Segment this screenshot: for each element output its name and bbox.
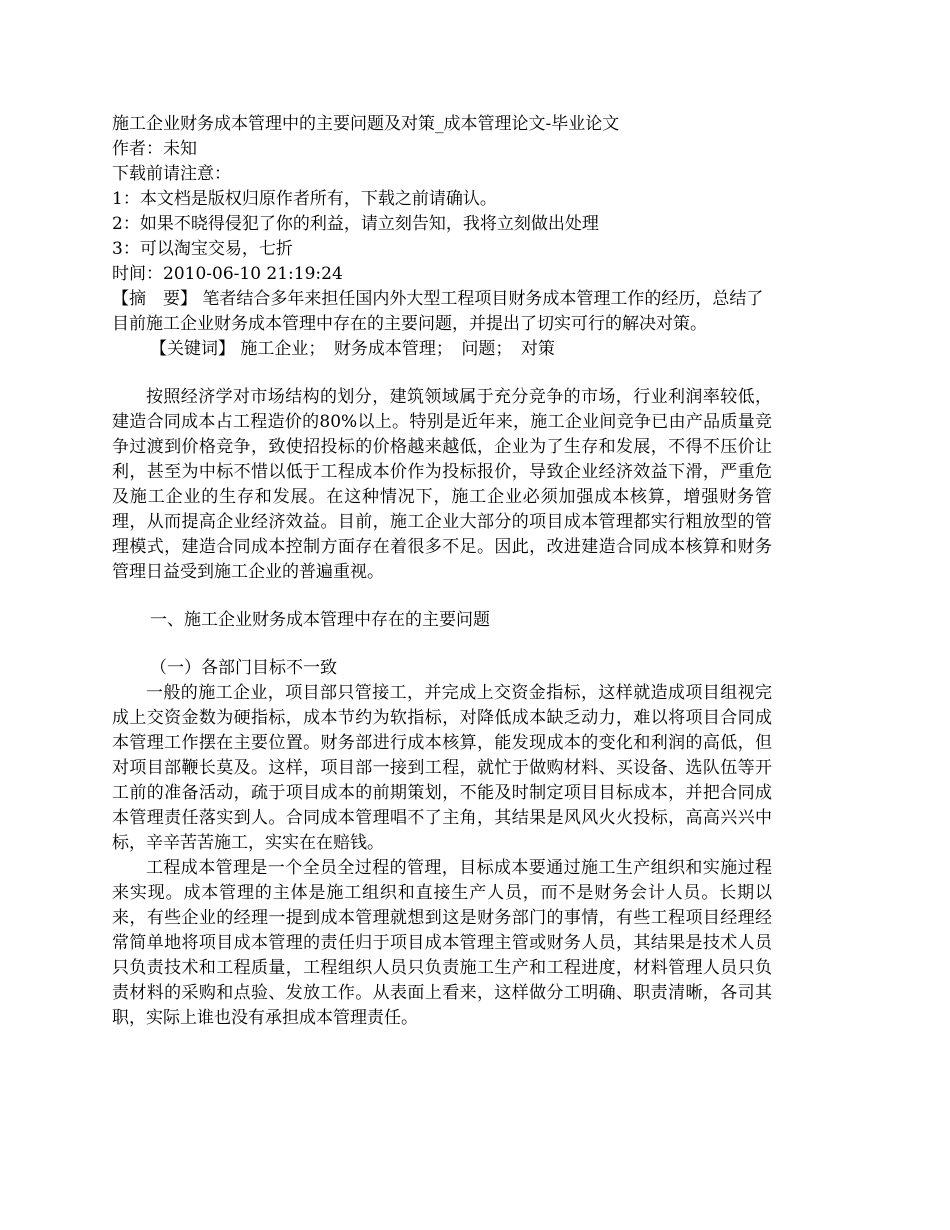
timestamp-line: 时间：2010-06-10 21:19:24: [112, 264, 343, 284]
notice-title: 下载前请注意：: [112, 164, 231, 184]
abstract-text: 【摘 要】 笔者结合多年来担任国内外大型工程项目财务成本管理工作的经历，总结了目前施工企业财务成本管理中存在的主要问题，并提出了切实可行的解决对策。: [112, 289, 764, 334]
document-title: 施工企业财务成本管理中的主要问题及对策_成本管理论文-毕业论文: [112, 114, 620, 134]
subsection-heading: （一）各部门目标不一致: [150, 658, 337, 678]
body-paragraph-2: 工程成本管理是一个全员全过程的管理，目标成本要通过施工生产组织和实施过程来实现。成本管理的主体是施工组织和直接生产人员，而不是财务会计人员。长期以来，有些企业的经理一提到成本管理就想到这是财务部门的事情，有些工程项目经理经常简单地将项目成本管理的责任归于项目成本管理主管或财务人员，其结果是技术人员只负责技术和工程质量，工程组织人员只负责施工生产和工程进度，材料管理人员只负责材料的采购和点验、发放工作。从表面上看来，这样做分工明确、职责清晰，各司其职，实际上谁也没有承担成本管理责任。: [112, 858, 772, 1028]
notice-item-1: 1：本文档是版权归原作者所有，下载之前请确认。: [112, 189, 497, 209]
author-line: 作者：未知: [112, 139, 197, 159]
body-paragraph-1: 一般的施工企业，项目部只管接工，并完成上交资金指标，这样就造成项目组视完成上交资金数为硬指标，成本节约为软指标，对降低成本缺乏动力，难以将项目合同成本管理工作摆在主要位置。财务部进行成本核算，能发现成本的变化和利润的高低，但对项目部鞭长莫及。这样，项目部一接到工程，就忙于做购材料、买设备、选队伍等开工前的准备活动，疏于项目成本的前期策划，不能及时制定项目目标成本，并把合同成本管理责任落实到人。合同成本管理唱不了主角，其结果是风风火火投标，高高兴兴中标，辛辛苦苦施工，实实在在赔钱。: [112, 683, 772, 853]
notice-item-2: 2：如果不晓得侵犯了你的利益，请立刻告知，我将立刻做出处理: [112, 214, 599, 234]
intro-paragraph: 按照经济学对市场结构的划分，建筑领域属于充分竞争的市场，行业利润率较低，建造合同成本占工程造价的80%以上。特别是近年来，施工企业间竞争已由产品质量竞争过渡到价格竞争，致使招投标的价格越来越低，企业为了生存和发展，不得不压价让利，甚至为中标不惜以低于工程成本价作为投标报价，导致企业经济效益下滑，严重危及施工企业的生存和发展。在这种情况下，施工企业必须加强成本核算，增强财务管理，从而提高企业经济效益。目前，施工企业大部分的项目成本管理都实行粗放型的管理模式，建造合同成本控制方面存在着很多不足。因此，改进建造合同成本核算和财务管理日益受到施工企业的普遍重视。: [112, 387, 772, 582]
notice-item-3: 3：可以淘宝交易，七折: [112, 239, 293, 259]
keywords-line: 【关键词】 施工企业； 财务成本管理； 问题； 对策: [150, 339, 555, 359]
section-heading: 一、施工企业财务成本管理中存在的主要问题: [150, 610, 490, 630]
document-page: [112, 112, 772, 1031]
